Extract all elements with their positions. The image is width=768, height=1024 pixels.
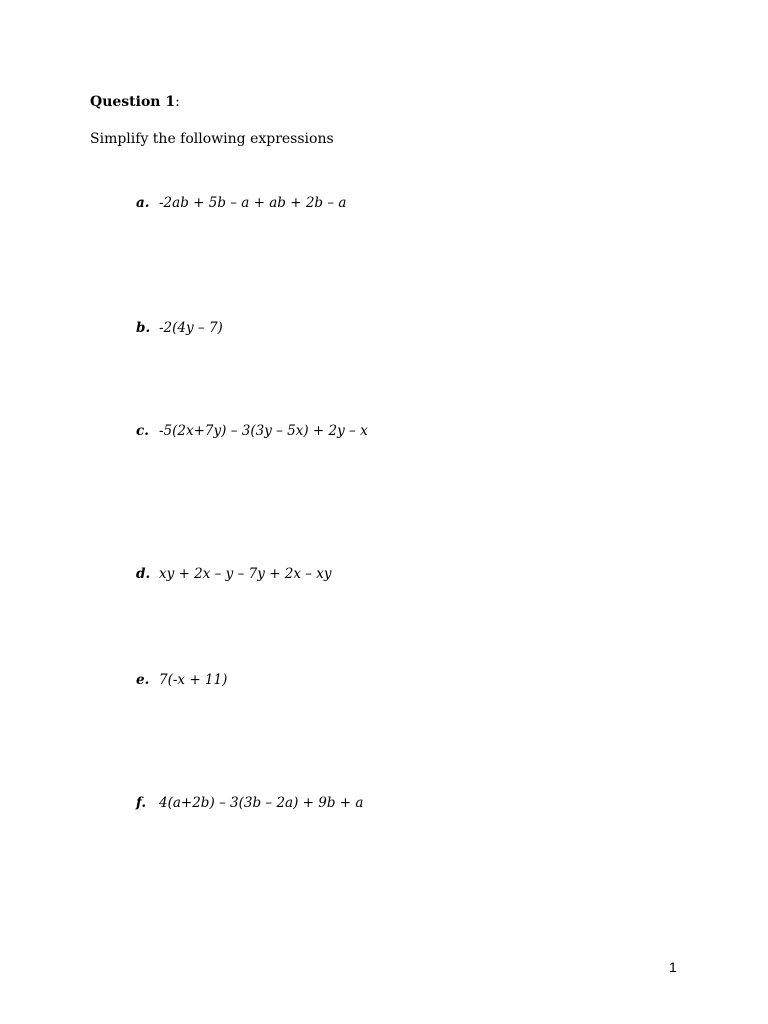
item-letter: c. — [136, 423, 149, 439]
item-expression: -5(2x+7y) – 3(3y – 5x) + 2y – x — [159, 423, 368, 439]
question-colon: : — [175, 94, 180, 110]
item-letter: b. — [136, 320, 151, 336]
item-expression: xy + 2x – y – 7y + 2x – xy — [159, 566, 332, 582]
item-expression: -2ab + 5b – a + ab + 2b – a — [159, 195, 347, 211]
question-title: Question 1 — [90, 94, 176, 110]
item-letter: a. — [136, 195, 150, 211]
item-letter: d. — [136, 566, 151, 582]
item-letter: e. — [136, 672, 150, 688]
item-expression: 4(a+2b) – 3(3b – 2a) + 9b + a — [159, 795, 364, 811]
page-number: 1 — [669, 959, 677, 975]
question-instruction: Simplify the following expressions — [90, 131, 334, 147]
question-heading — [90, 93, 180, 111]
item-expression: 7(-x + 11) — [159, 672, 228, 688]
item-letter: f. — [136, 795, 147, 811]
item-expression: -2(4y – 7) — [159, 320, 223, 336]
